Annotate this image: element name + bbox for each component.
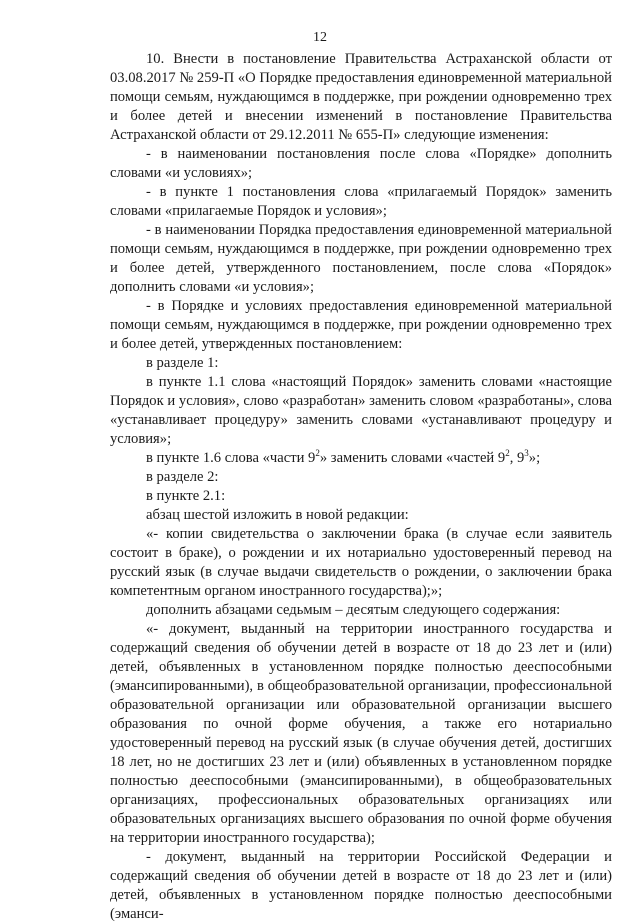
paragraph: «- копии свидетельства о заключении брака (в случае если заявитель состоит в браке), о рождении и их нотариально удостоверенный перевод на русский язык (в случае выдачи свидетельств о рождении, о заключении брака компетентным органом иностранного государства);»; xyxy=(110,526,612,599)
superscript: 3 xyxy=(524,448,529,459)
paragraph: дополнить абзацами седьмым – десятым следующего содержания: xyxy=(146,602,561,618)
paragraph: в пункте 2.1: xyxy=(146,488,226,504)
paragraph: в разделе 1: xyxy=(146,355,219,371)
paragraph: - в наименовании постановления после слова «Порядке» дополнить словами «и условиях»; xyxy=(110,146,612,181)
paragraph: в разделе 2: xyxy=(146,469,219,485)
paragraph: - в Порядке и условиях предоставления единовременной материальной помощи семьям, нуждающимся в поддержке, при рождении одновременно трех и более детей, утвержденных постановлением: xyxy=(110,298,612,352)
text-fragment: » заменить словами «частей 9 xyxy=(319,450,506,466)
paragraph: - в наименовании Порядка предоставления единовременной материальной помощи семьям, нуждающимся в поддержке, при рождении одновременно трех и более детей, утвержденного постановлением, после слова «Порядок» дополнить словами «и условия»; xyxy=(110,222,612,295)
paragraph: - документ, выданный на территории Российской Федерации и содержащий сведения об обучении детей в возрасте от 18 до 23 лет и (или) детей, объявленных в установленном порядке полностью дееспособными (эманси- xyxy=(110,849,612,922)
paragraph: в пункте 1.1 слова «настоящий Порядок» заменить словами «настоящие Порядок и условия», слово «разработан» заменить словом «разработаны», слова «устанавливает процедуру» заменить словами «устанавливают процедуру и условия»; xyxy=(110,374,612,447)
page-number: 12 xyxy=(313,30,327,45)
paragraph-point-1-6 xyxy=(110,449,612,468)
superscript: 2 xyxy=(505,448,510,459)
paragraph: - в пункте 1 постановления слова «прилагаемый Порядок» заменить словами «прилагаемые Порядок и условия»; xyxy=(110,184,612,219)
document-body xyxy=(110,50,612,924)
text-fragment: , 9 xyxy=(509,450,525,466)
text-fragment: »; xyxy=(528,450,541,466)
superscript: 2 xyxy=(315,448,320,459)
text-fragment: в пункте 1.6 слова «части 9 xyxy=(146,450,316,466)
paragraph: 10. Внести в постановление Правительства Астраханской области от 03.08.2017 № 259-П «О Порядке предоставления единовременной материальной помощи семьям, нуждающимся в поддержке, при рождении одновременно трех и более детей и внесении изменений в постановление Правительства Астраханской области от 29.12.2011 № 655-П» следующие изменения: xyxy=(110,51,612,143)
paragraph: абзац шестой изложить в новой редакции: xyxy=(146,507,409,523)
paragraph: «- документ, выданный на территории иностранного государства и содержащий сведения об обучении детей в возрасте от 18 до 23 лет и (или) детей, объявленных в установленном порядке полностью дееспособными (эмансипированными), в общеобразовательной организации, профессиональной образовательной организации или образовательной организации высшего образования по очной форме обучения, а также его нотариально удостоверенный перевод на русский язык (в случае обучения детей, достигших 18 лет, но не достигших 23 лет и (или) объявленных в установленном порядке полностью дееспособными (эмансипированными), в общеобразовательных организациях, профессиональных образовательных организациях или образовательных организациях высшего образования по очной форме обучения на территории иностранного государства); xyxy=(110,621,612,846)
